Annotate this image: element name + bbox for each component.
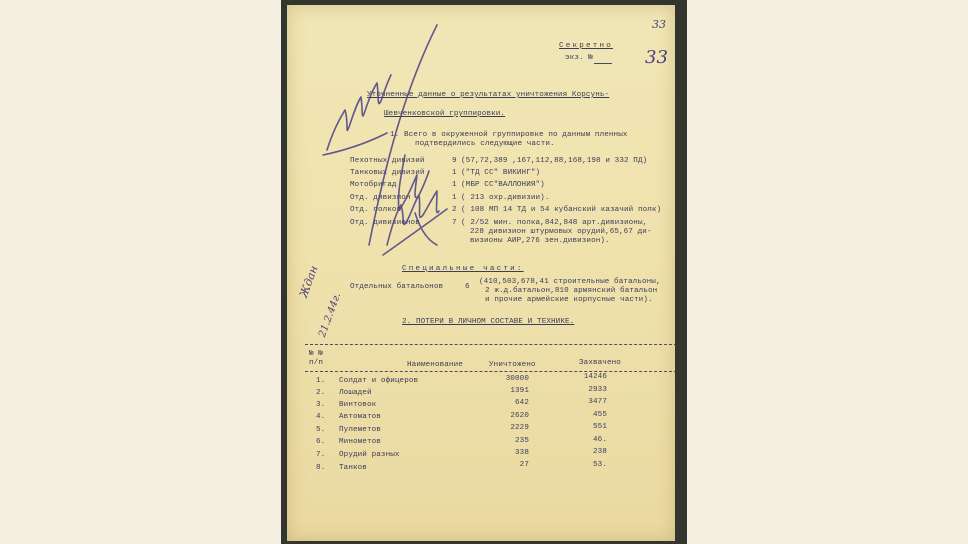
- row-name: Танков: [339, 464, 367, 472]
- row-name: Пулеметов: [339, 426, 381, 434]
- special-units-detail: (410,503,678,41 строительные батальоны,: [479, 278, 661, 286]
- section1-intro-line2: подтвердились следующие части.: [415, 140, 555, 148]
- row-destroyed: 1391: [510, 387, 529, 395]
- row-name: Орудий разных: [339, 451, 400, 459]
- unit-detail: ( 213 охр.дивизии).: [461, 194, 550, 202]
- unit-count: 1: [452, 194, 457, 202]
- archive-page-number: 33: [645, 47, 668, 68]
- row-destroyed: 2620: [510, 412, 529, 420]
- unit-detail: (57,72,389 ,167,112,88,168,198 и 332 ПД): [461, 157, 648, 165]
- document-page: [287, 5, 675, 541]
- row-number: 7.: [316, 451, 326, 459]
- special-units-heading: Специальные части:: [402, 265, 524, 273]
- row-captured: 2933: [588, 386, 607, 394]
- row-captured: 551: [593, 423, 607, 431]
- row-name: Лошадей: [339, 389, 372, 397]
- document-title-line1: Уточненные данные о результатах уничтожения Корсунь-: [367, 91, 610, 99]
- special-units-label: Отдельных батальонов: [350, 283, 444, 291]
- row-captured: 3477: [588, 398, 607, 406]
- copy-number-label: экз. №: [565, 54, 593, 62]
- section2-heading: 2. ПОТЕРИ В ЛИЧНОМ СОСТАВЕ И ТЕХНИКЕ.: [402, 318, 575, 326]
- row-captured: 14246: [583, 373, 607, 381]
- row-number: 3.: [316, 401, 326, 409]
- signature-scrawl-mid: [398, 155, 429, 210]
- unit-detail: ( 108 МП 14 ТД и 54 кубанский казачий полк): [461, 206, 662, 214]
- unit-detail: (МБР СС"ВАЛЛОНИЯ"): [461, 181, 545, 189]
- unit-detail-continuation: 228 дивизион штурмовых орудий,65,67 ди-: [470, 228, 652, 236]
- handwritten-margin-note: Ждан: [297, 263, 321, 300]
- classification-stamp: Секретно: [559, 42, 614, 50]
- table-header-captured: Захвачено: [579, 359, 621, 367]
- row-destroyed: 30000: [505, 375, 529, 383]
- unit-label: Отд. полков: [350, 206, 402, 214]
- row-captured: 455: [593, 411, 607, 419]
- row-destroyed: 338: [515, 449, 529, 457]
- row-captured: 46.: [593, 436, 607, 444]
- row-destroyed: 2229: [510, 424, 529, 432]
- row-destroyed: 235: [515, 437, 529, 445]
- unit-detail: ("ТД СС" ВИКИНГ"): [461, 169, 541, 177]
- unit-count: 1: [452, 181, 457, 189]
- row-name: Минометов: [339, 438, 381, 446]
- document-title-line2: Шевченковской группировки.: [384, 110, 506, 118]
- table-header-number: № №: [309, 350, 323, 358]
- unit-count: 7: [452, 219, 457, 227]
- row-destroyed: 27: [519, 461, 529, 469]
- unit-label: Мотобригад: [350, 181, 397, 189]
- table-header-destroyed: Уничтожено: [489, 361, 536, 369]
- unit-label: Отд. дивизион: [350, 194, 411, 202]
- unit-count: 1: [452, 169, 457, 177]
- row-captured: 53.: [593, 461, 607, 469]
- unit-label: Отд. дивизионов: [350, 219, 420, 227]
- row-number: 4.: [316, 413, 326, 421]
- archive-page-number-top: 33: [652, 18, 666, 31]
- unit-count: 9: [452, 157, 457, 165]
- special-units-count: 6: [465, 283, 470, 291]
- unit-count: 2: [452, 206, 457, 214]
- table-header-number: п/п: [309, 359, 323, 367]
- unit-detail: ( 2/52 мин. полка,842,848 арт.дивизионы,: [461, 219, 648, 227]
- unit-label: Танковых дивизий: [350, 169, 425, 177]
- row-destroyed: 642: [515, 399, 529, 407]
- row-name: Автоматов: [339, 413, 381, 421]
- unit-detail-continuation: визионы АИР,276 зен.дивизион).: [470, 237, 610, 245]
- handwritten-date: 21.2.44г.: [317, 291, 344, 339]
- row-number: 5.: [316, 426, 326, 434]
- table-header-name: Наименование: [407, 361, 463, 369]
- signature-scrawl-upper: [327, 75, 391, 150]
- row-number: 2.: [316, 389, 326, 397]
- special-units-detail: и прочие армейские корпусные части).: [485, 296, 653, 304]
- special-units-detail: 2 ж.д.батальон,810 армянский батальон: [485, 287, 658, 295]
- row-captured: 238: [593, 448, 607, 456]
- row-name: Винтовок: [339, 401, 377, 409]
- pen-resolution-scrawl: [287, 5, 675, 541]
- row-number: 1.: [316, 377, 326, 385]
- row-number: 8.: [316, 464, 326, 472]
- signature-scrawl-lower: [387, 191, 439, 245]
- row-name: Солдат и офицеров: [339, 377, 419, 385]
- unit-label: Пехотных дивизий: [350, 157, 425, 165]
- section1-intro-line1: 1. Всего в окруженной группировке по данным пленных: [390, 131, 628, 139]
- row-number: 6.: [316, 438, 326, 446]
